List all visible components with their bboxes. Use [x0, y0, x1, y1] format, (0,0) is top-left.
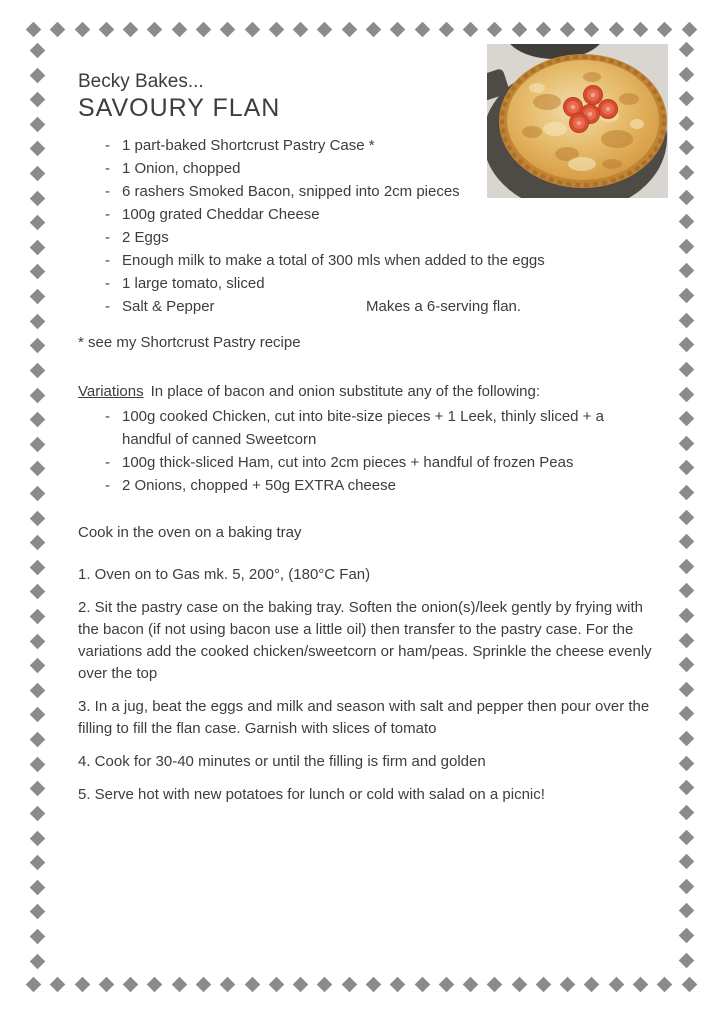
diamond-icon — [29, 609, 45, 625]
diamond-icon — [678, 435, 694, 451]
border-top — [28, 21, 695, 37]
diamond-icon — [29, 412, 45, 428]
diamond-icon — [678, 632, 694, 648]
diamond-icon — [29, 510, 45, 526]
diamond-icon — [633, 976, 649, 992]
variation-text: 2 Onions, chopped + 50g EXTRA cheese — [122, 477, 396, 494]
ingredient-text: 100g grated Cheddar Cheese — [122, 206, 320, 223]
diamond-icon — [171, 21, 187, 37]
diamond-icon — [29, 436, 45, 452]
diamond-icon — [29, 215, 45, 231]
method-step: 2. Sit the pastry case on the baking tray. Soften the onion(s)/leek gently by frying with the bacon (if not using bacon use a little oil) then transfer to the pastry case. For the variations add the cooked chicken/sweetcorn or ham/peas. Sprinkle the cheese evenly over the top — [78, 599, 652, 682]
diamond-icon — [678, 878, 694, 894]
diamond-icon — [678, 263, 694, 279]
diamond-icon — [29, 264, 45, 280]
ingredient-item — [78, 226, 664, 249]
diamond-icon — [511, 976, 527, 992]
diamond-icon — [678, 66, 694, 82]
diamond-icon — [678, 239, 694, 255]
diamond-icon — [678, 485, 694, 501]
diamond-icon — [439, 976, 455, 992]
diamond-icon — [678, 337, 694, 353]
ingredient-item — [78, 272, 664, 295]
serving-note: Makes a 6-serving flan. — [366, 298, 522, 315]
diamond-icon — [29, 67, 45, 83]
diamond-icon — [678, 755, 694, 771]
diamond-icon — [29, 338, 45, 354]
diamond-icon — [74, 976, 90, 992]
dash-bullet: - — [105, 275, 110, 292]
pastry-footnote: * see my Shortcrust Pastry recipe — [78, 334, 301, 351]
variations-heading: Variations — [78, 383, 144, 400]
diamond-icon — [147, 976, 163, 992]
dash-bullet: - — [105, 137, 110, 154]
diamond-icon — [608, 21, 624, 37]
diamond-icon — [244, 21, 260, 37]
diamond-icon — [29, 756, 45, 772]
diamond-icon — [29, 92, 45, 108]
diamond-icon — [678, 140, 694, 156]
diamond-icon — [678, 829, 694, 845]
diamond-icon — [29, 732, 45, 748]
diamond-icon — [678, 928, 694, 944]
diamond-icon — [678, 362, 694, 378]
diamond-icon — [50, 21, 66, 37]
diamond-icon — [414, 976, 430, 992]
diamond-icon — [29, 879, 45, 895]
diamond-icon — [536, 976, 552, 992]
diamond-icon — [50, 976, 66, 992]
diamond-icon — [678, 411, 694, 427]
method-step: 3. In a jug, beat the eggs and milk and season with salt and pepper then pour over the filling to fill the flan case. Garnish with slices of tomato — [78, 698, 650, 737]
diamond-icon — [341, 21, 357, 37]
diamond-icon — [196, 21, 212, 37]
variation-item — [78, 451, 664, 474]
variation-text: 100g thick-sliced Ham, cut into 2cm pieces + handful of frozen Peas — [122, 454, 574, 471]
diamond-icon — [29, 584, 45, 600]
variation-item — [78, 405, 664, 451]
diamond-icon — [29, 560, 45, 576]
border-left — [29, 45, 45, 967]
diamond-icon — [681, 976, 697, 992]
method-step: 4. Cook for 30-40 minutes or until the filling is firm and golden — [78, 753, 486, 770]
diamond-icon — [678, 657, 694, 673]
variations-intro — [78, 380, 664, 403]
diamond-icon — [584, 976, 600, 992]
diamond-icon — [678, 509, 694, 525]
diamond-icon — [414, 21, 430, 37]
diamond-icon — [341, 976, 357, 992]
diamond-icon — [487, 976, 503, 992]
diamond-icon — [29, 166, 45, 182]
diamond-icon — [390, 976, 406, 992]
diamond-icon — [29, 387, 45, 403]
diamond-icon — [29, 806, 45, 822]
dash-bullet: - — [105, 298, 110, 315]
brand-title: Becky Bakes... — [78, 71, 204, 92]
diamond-icon — [560, 976, 576, 992]
dash-bullet: - — [105, 454, 110, 471]
variation-text: 100g cooked Chicken, cut into bite-size pieces + 1 Leek, thinly sliced + a handful of canned Sweetcorn — [122, 408, 604, 448]
diamond-icon — [26, 21, 42, 37]
diamond-icon — [678, 386, 694, 402]
diamond-icon — [678, 189, 694, 205]
diamond-icon — [29, 117, 45, 133]
diamond-icon — [608, 976, 624, 992]
diamond-icon — [29, 190, 45, 206]
diamond-icon — [196, 976, 212, 992]
diamond-icon — [366, 21, 382, 37]
variations-list — [78, 405, 664, 497]
diamond-icon — [439, 21, 455, 37]
diamond-icon — [390, 21, 406, 37]
border-bottom — [28, 976, 695, 992]
ingredient-text: Salt & Pepper — [122, 298, 215, 315]
dash-bullet: - — [105, 477, 110, 494]
diamond-icon — [678, 312, 694, 328]
ingredient-text: 1 part-baked Shortcrust Pastry Case * — [122, 137, 375, 154]
diamond-icon — [678, 116, 694, 132]
ingredient-item — [78, 180, 664, 203]
diamond-icon — [560, 21, 576, 37]
diamond-icon — [678, 534, 694, 550]
method-step: 1. Oven on to Gas mk. 5, 200°, (180°C Fan) — [78, 566, 371, 583]
dash-bullet: - — [105, 183, 110, 200]
diamond-icon — [317, 976, 333, 992]
diamond-icon — [678, 731, 694, 747]
diamond-icon — [147, 21, 163, 37]
ingredient-item — [78, 295, 664, 318]
diamond-icon — [29, 683, 45, 699]
variation-item — [78, 474, 664, 497]
diamond-icon — [29, 929, 45, 945]
diamond-icon — [678, 42, 694, 58]
ingredient-text: 2 Eggs — [122, 229, 169, 246]
diamond-icon — [678, 91, 694, 107]
diamond-icon — [220, 976, 236, 992]
diamond-icon — [584, 21, 600, 37]
diamond-icon — [29, 953, 45, 969]
diamond-icon — [511, 21, 527, 37]
diamond-icon — [269, 21, 285, 37]
diamond-icon — [317, 21, 333, 37]
diamond-icon — [29, 141, 45, 157]
diamond-icon — [678, 288, 694, 304]
diamond-icon — [678, 583, 694, 599]
diamond-icon — [29, 781, 45, 797]
diamond-icon — [678, 903, 694, 919]
dash-bullet: - — [105, 160, 110, 177]
diamond-icon — [29, 313, 45, 329]
diamond-icon — [678, 854, 694, 870]
diamond-icon — [633, 21, 649, 37]
diamond-icon — [29, 363, 45, 379]
diamond-icon — [681, 21, 697, 37]
diamond-icon — [29, 289, 45, 305]
diamond-icon — [29, 240, 45, 256]
diamond-icon — [99, 976, 115, 992]
method-intro: Cook in the oven on a baking tray — [78, 524, 302, 541]
ingredient-item — [78, 249, 664, 272]
diamond-icon — [29, 535, 45, 551]
dash-bullet: - — [105, 252, 110, 269]
recipe-title: SAVOURY FLAN — [78, 94, 281, 122]
recipe-content — [78, 70, 664, 806]
diamond-icon — [29, 43, 45, 59]
diamond-icon — [29, 658, 45, 674]
diamond-icon — [536, 21, 552, 37]
variations-intro-text: In place of bacon and onion substitute any of the following: — [150, 383, 541, 400]
ingredient-text: 6 rashers Smoked Bacon, snipped into 2cm pieces — [122, 183, 460, 200]
diamond-icon — [171, 976, 187, 992]
ingredient-text: 1 large tomato, sliced — [122, 275, 265, 292]
ingredient-item — [78, 203, 664, 226]
diamond-icon — [657, 976, 673, 992]
diamond-icon — [678, 559, 694, 575]
method-step: 5. Serve hot with new potatoes for lunch or cold with salad on a picnic! — [78, 786, 545, 803]
dash-bullet: - — [105, 408, 110, 425]
dash-bullet: - — [105, 206, 110, 223]
diamond-icon — [29, 461, 45, 477]
diamond-icon — [487, 21, 503, 37]
diamond-icon — [678, 608, 694, 624]
diamond-icon — [29, 486, 45, 502]
diamond-icon — [74, 21, 90, 37]
ingredients-list — [78, 134, 664, 318]
diamond-icon — [293, 21, 309, 37]
diamond-icon — [463, 976, 479, 992]
border-right — [678, 44, 694, 966]
ingredient-item — [78, 134, 664, 157]
diamond-icon — [29, 633, 45, 649]
diamond-icon — [123, 21, 139, 37]
diamond-icon — [366, 976, 382, 992]
diamond-icon — [29, 707, 45, 723]
ingredient-text: Enough milk to make a total of 300 mls when added to the eggs — [122, 252, 545, 269]
diamond-icon — [99, 21, 115, 37]
diamond-icon — [269, 976, 285, 992]
diamond-icon — [678, 780, 694, 796]
diamond-icon — [678, 952, 694, 968]
diamond-icon — [678, 706, 694, 722]
diamond-icon — [29, 904, 45, 920]
diamond-icon — [678, 165, 694, 181]
diamond-icon — [123, 976, 139, 992]
diamond-icon — [678, 214, 694, 230]
diamond-icon — [678, 805, 694, 821]
diamond-icon — [220, 21, 236, 37]
diamond-icon — [244, 976, 260, 992]
diamond-icon — [293, 976, 309, 992]
ingredient-item — [78, 157, 664, 180]
diamond-icon — [463, 21, 479, 37]
diamond-icon — [29, 830, 45, 846]
diamond-icon — [26, 976, 42, 992]
diamond-icon — [29, 855, 45, 871]
diamond-icon — [678, 460, 694, 476]
diamond-icon — [678, 682, 694, 698]
diamond-icon — [657, 21, 673, 37]
ingredient-text: 1 Onion, chopped — [122, 160, 241, 177]
dash-bullet: - — [105, 229, 110, 246]
